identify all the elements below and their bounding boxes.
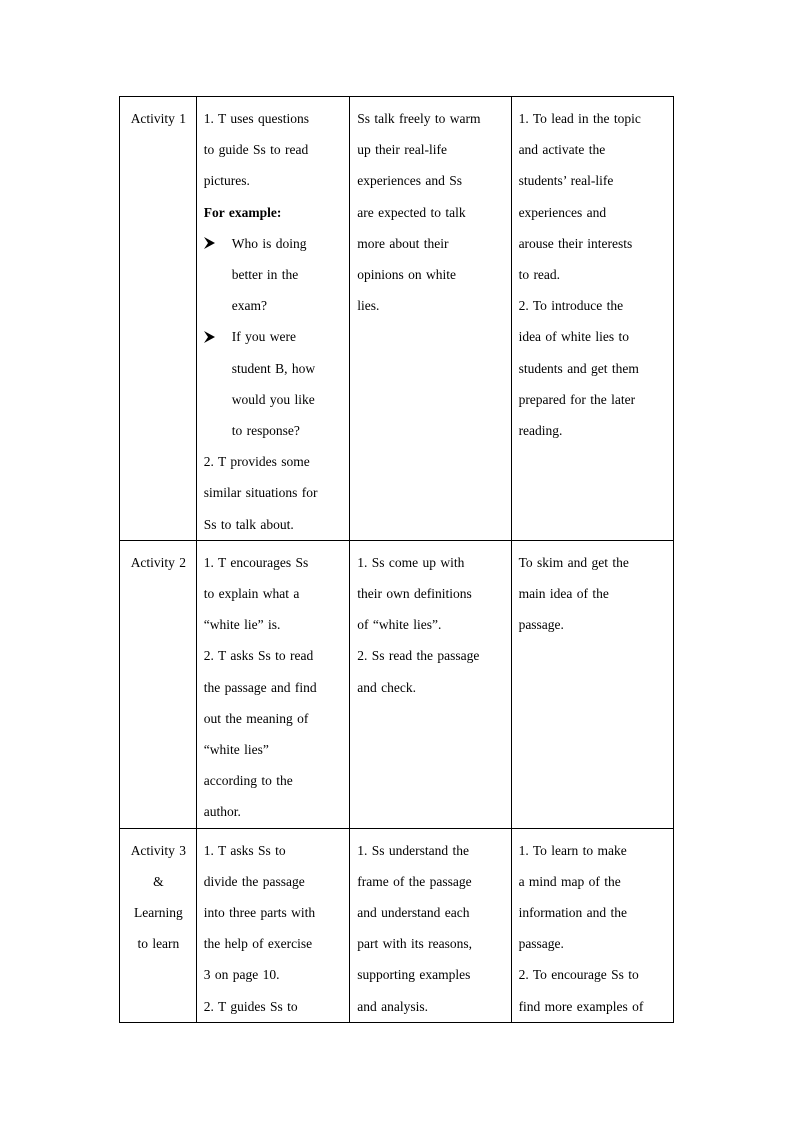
arrow-bullet-icon <box>204 321 232 352</box>
teacher-activity-cell <box>196 828 350 1022</box>
text-line: exam? <box>231 298 267 314</box>
table-row <box>120 97 674 541</box>
text-line: 1. Ss understand the <box>357 842 470 858</box>
text-line: arouse their interests <box>518 235 633 251</box>
text-line: 1. To learn to make <box>518 842 627 858</box>
text-line: idea of white lies to <box>518 329 630 345</box>
text-line: frame of the passage <box>357 873 472 889</box>
activity-label: Learning <box>134 905 183 921</box>
text-line: better in the <box>231 267 299 283</box>
text-line: 1. T encourages Ss <box>203 554 309 570</box>
student-activity-cell <box>350 540 511 828</box>
text-line: according to the <box>203 773 293 789</box>
text-line: up their real-life <box>357 142 447 158</box>
text-line: of “white lies”. <box>357 617 442 633</box>
text-line: 3 on page 10. <box>203 967 280 983</box>
text-line: main idea of the <box>518 586 609 602</box>
activity-label: Activity 1 <box>130 111 187 126</box>
activity-cell <box>120 828 197 1022</box>
text-line: pictures. <box>203 173 250 189</box>
activity-cell <box>120 97 197 541</box>
student-activity-cell <box>350 828 511 1022</box>
text-line: into three parts with <box>203 905 316 921</box>
text-line: If you were <box>231 329 296 345</box>
table-row <box>120 540 674 828</box>
text-line: similar situations for <box>203 485 318 501</box>
text-line: a mind map of the <box>518 873 621 889</box>
text-line: more about their <box>357 235 449 251</box>
text-line: 2. T provides some <box>203 454 310 470</box>
student-activity-cell <box>350 97 511 541</box>
text-line: and check. <box>357 679 416 695</box>
text-line: the help of exercise <box>203 936 313 952</box>
arrow-bullet-icon <box>204 228 232 259</box>
activity-label: to learn <box>137 936 180 952</box>
text-line: students and get them <box>518 360 639 376</box>
teacher-activity-cell <box>196 97 350 541</box>
text-line: 1. T uses questions <box>203 111 310 126</box>
text-line: “white lies” <box>203 742 269 758</box>
text-line: 2. To encourage Ss to <box>518 967 639 983</box>
text-line: their own definitions <box>357 586 472 602</box>
activity-label: Activity 3 <box>130 842 187 858</box>
text-line: 1. T asks Ss to <box>203 842 286 858</box>
activity-label: & <box>153 873 164 889</box>
text-line: prepared for the later <box>518 391 636 407</box>
activity-label: Activity 2 <box>130 554 187 570</box>
text-line: to response? <box>231 423 300 439</box>
text-line: supporting examples <box>357 967 471 983</box>
text-line: Ss talk freely to warm <box>357 111 481 126</box>
bullet-item <box>204 228 344 322</box>
activity-cell <box>120 540 197 828</box>
text-line: find more examples of <box>518 998 644 1014</box>
text-line: student B, how <box>231 360 316 376</box>
text-line: 2. Ss read the passage <box>357 648 480 664</box>
purpose-cell <box>511 828 673 1022</box>
example-heading: For example: <box>203 204 282 220</box>
teacher-activity-cell <box>196 540 350 828</box>
text-line: 2. T guides Ss to <box>203 998 298 1014</box>
text-line: part with its reasons, <box>357 936 472 952</box>
text-line: 2. To introduce the <box>518 298 624 314</box>
text-line: to guide Ss to read <box>203 142 309 158</box>
text-line: “white lie” is. <box>203 617 281 633</box>
text-line: Who is doing <box>231 235 307 251</box>
text-line: are expected to talk <box>357 204 466 220</box>
text-line: 1. To lead in the topic <box>518 111 641 126</box>
text-line: passage. <box>518 617 564 633</box>
text-line: and understand each <box>357 905 470 921</box>
text-line: to read. <box>518 267 561 283</box>
text-line: To skim and get the <box>518 554 629 570</box>
text-line: divide the passage <box>203 873 305 889</box>
text-line: 2. T asks Ss to read <box>203 648 314 664</box>
text-line: to explain what a <box>203 586 300 602</box>
purpose-cell <box>511 540 673 828</box>
purpose-cell <box>511 97 673 541</box>
text-line: and analysis. <box>357 998 429 1014</box>
text-line: lies. <box>357 298 380 314</box>
text-line: experiences and <box>518 204 607 220</box>
bullet-item <box>204 321 344 446</box>
text-line: information and the <box>518 905 628 921</box>
lesson-plan-table <box>119 96 674 1023</box>
text-line: the passage and find <box>203 679 317 695</box>
text-line: would you like <box>231 391 315 407</box>
text-line: passage. <box>518 936 564 952</box>
text-line: author. <box>203 804 241 820</box>
text-line: opinions on white <box>357 267 457 283</box>
table-row <box>120 828 674 1022</box>
text-line: out the meaning of <box>203 710 309 726</box>
text-line: reading. <box>518 423 563 439</box>
text-line: experiences and Ss <box>357 173 462 189</box>
text-line: 1. Ss come up with <box>357 554 465 570</box>
text-line: Ss to talk about. <box>203 516 294 532</box>
text-line: students’ real-life <box>518 173 614 189</box>
text-line: and activate the <box>518 142 606 158</box>
